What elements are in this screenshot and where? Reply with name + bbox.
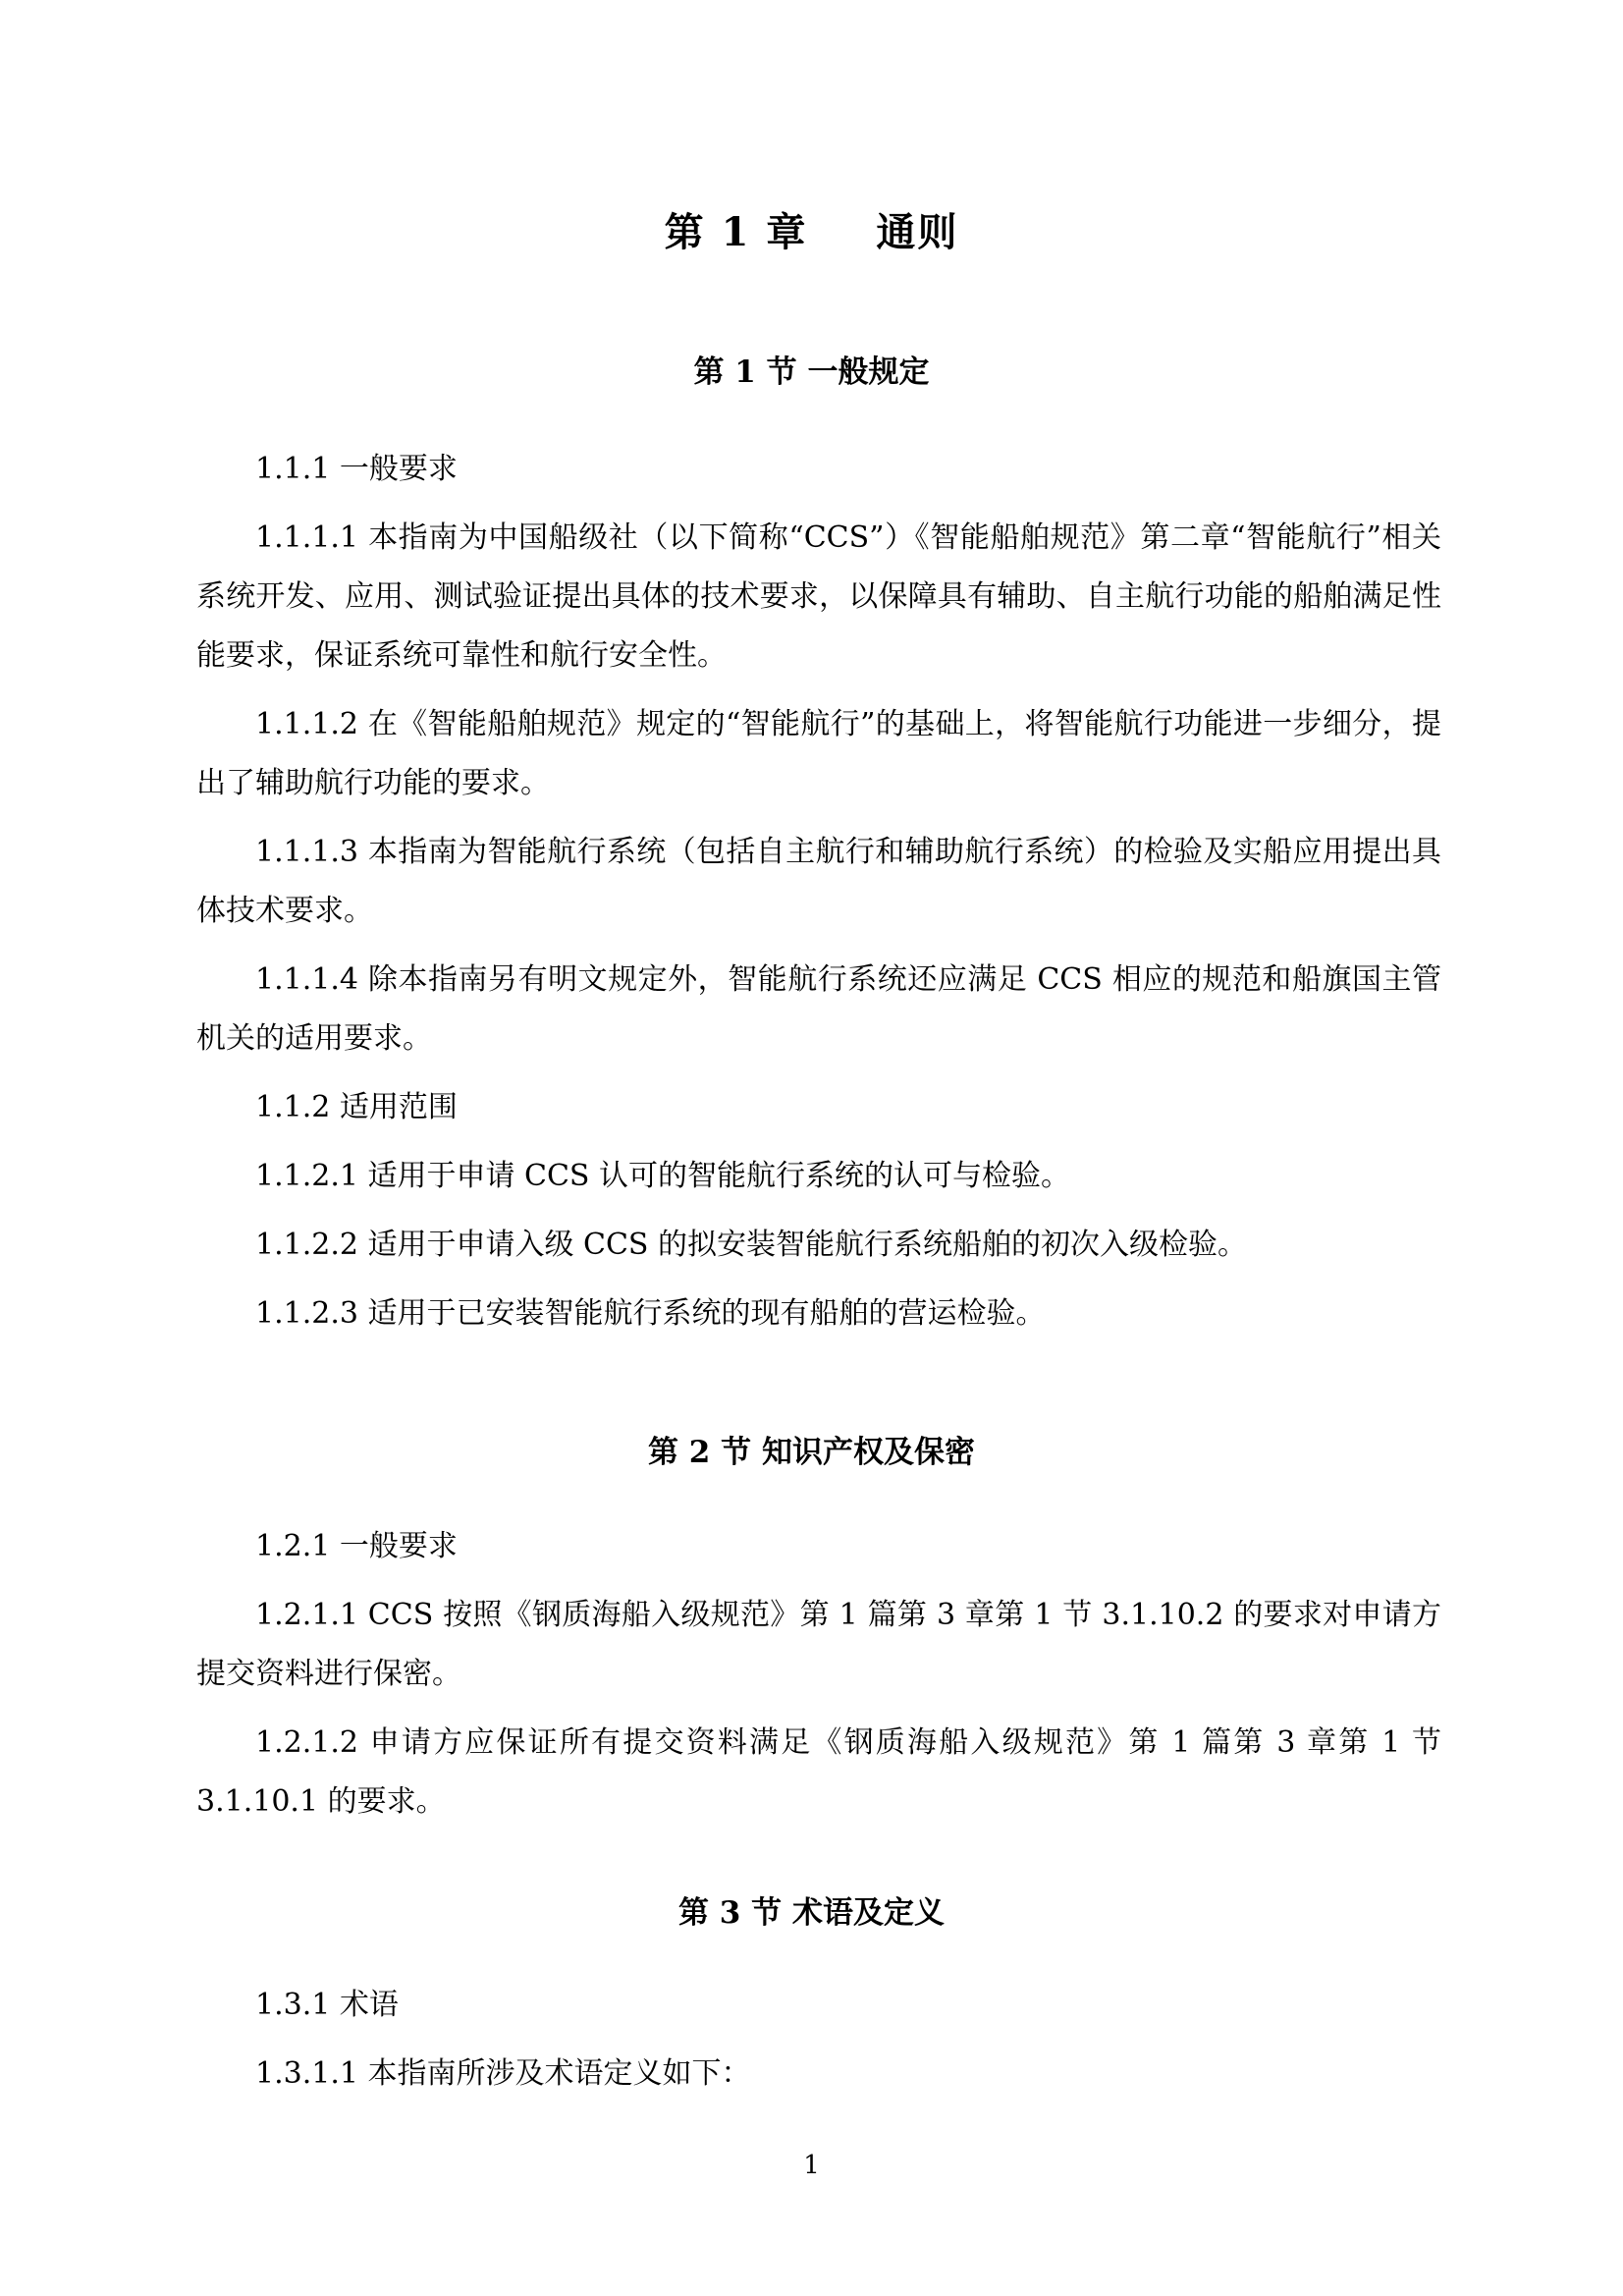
chapter-name: 通则 [876,209,959,255]
section-title-3: 第 3 节 术语及定义 [678,1895,945,1931]
paragraph-1-1-1-1: 1.1.1.1 本指南为中国船级社（以下简称“CCS”）《智能船舶规范》第二章“智能航行”相关系统开发、应用、测试验证提出具体的技术要求，以保障具有辅助、自主航行功能的船舶满足性能要求，保证系统可靠性和航行安全性。 [196,520,1441,673]
heading-1-2-1: 1.2.1 一般要求 [255,1529,458,1563]
paragraph-1-1-1-3: 1.1.1.3 本指南为智能航行系统（包括自主航行和辅助航行系统）的检验及实船应用提出具体技术要求。 [196,835,1441,928]
heading-1-1-1: 1.1.1 一般要求 [255,452,458,486]
page-number: 1 [803,2151,820,2180]
paragraph-1-1-2-2: 1.1.2.2 适用于申请入级 CCS 的拟安装智能航行系统船舶的初次入级检验。 [255,1228,1248,1262]
paragraph-1-1-2-3: 1.1.2.3 适用于已安装智能航行系统的现有船舶的营运检验。 [255,1296,1046,1331]
chapter-number: 第 1 章 [664,209,808,255]
paragraph-1-3-1-1: 1.3.1.1 本指南所涉及术语定义如下： [255,2056,751,2091]
paragraph-1-1-1-2: 1.1.1.2 在《智能船舶规范》规定的“智能航行”的基础上，将智能航行功能进一步细分，提出了辅助航行功能的要求。 [196,707,1441,800]
paragraph-1-1-2-1: 1.1.2.1 适用于申请 CCS 认可的智能航行系统的认可与检验。 [255,1159,1071,1193]
section-title-2: 第 2 节 知识产权及保密 [648,1435,975,1470]
paragraph-1-2-1-2: 1.2.1.2 申请方应保证所有提交资料满足《钢质海船入级规范》第 1 篇第 3 章第 1 节 3.1.10.1 的要求。 [196,1725,1441,1819]
section-title-1: 第 1 节 一般规定 [693,355,930,390]
paragraph-1-2-1-1: 1.2.1.1 CCS 按照《钢质海船入级规范》第 1 篇第 3 章第 1 节 3.1.10.2 的要求对申请方提交资料进行保密。 [196,1598,1441,1691]
heading-1-3-1: 1.3.1 术语 [255,1988,399,2022]
chapter-title [0,201,1623,257]
heading-1-1-2: 1.1.2 适用范围 [255,1090,458,1124]
paragraph-1-1-1-4: 1.1.1.4 除本指南另有明文规定外，智能航行系统还应满足 CCS 相应的规范和船旗国主管机关的适用要求。 [196,962,1441,1056]
